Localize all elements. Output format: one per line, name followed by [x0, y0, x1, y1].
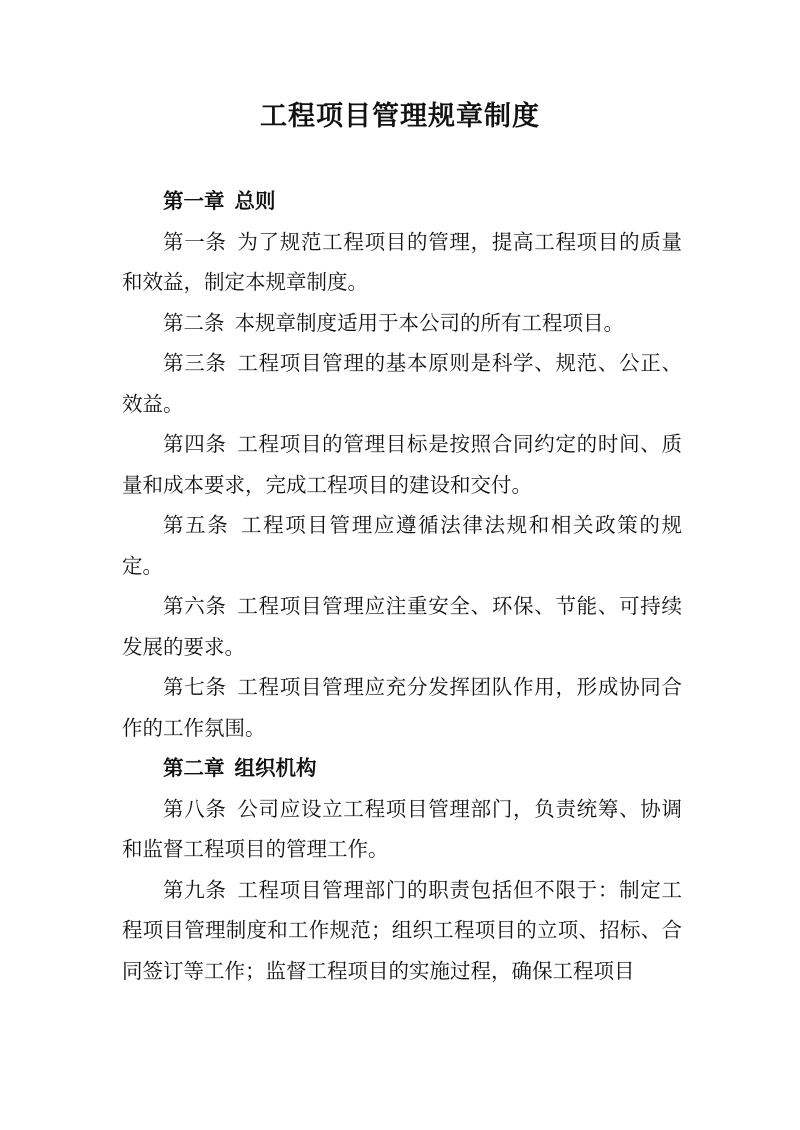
chapter-heading	[122, 181, 682, 222]
document-title: 工程项目管理规章制度	[260, 101, 540, 132]
article-text: 工程项目管理的基本原则是科学、规范、公正、效益。	[122, 351, 682, 416]
article-paragraph	[122, 505, 682, 586]
article-text: 工程项目管理应注重安全、环保、节能、可持续发展的要求。	[122, 594, 682, 659]
article-paragraph	[122, 586, 682, 667]
article-paragraph	[122, 667, 682, 748]
article-paragraph	[122, 222, 682, 303]
article-number: 第八条	[163, 796, 227, 821]
chapter-number: 第二章	[163, 756, 225, 780]
article-text: 工程项目管理应遵循法律法规和相关政策的规定。	[122, 513, 683, 578]
article-paragraph	[122, 343, 682, 424]
article-number: 第二条	[163, 310, 225, 335]
article-paragraph	[122, 424, 682, 505]
article-number: 第三条	[163, 351, 227, 375]
article-number: 第九条	[163, 877, 227, 902]
article-text: 为了规范工程项目的管理，提高工程项目的质量和效益，制定本规章制度。	[122, 229, 682, 294]
article-paragraph	[122, 303, 682, 344]
article-number: 第六条	[163, 594, 227, 618]
article-text: 工程项目管理应充分发挥团队作用，形成协同合作的工作氛围。	[122, 675, 682, 740]
chapter-title: 总则	[234, 189, 276, 213]
article-number: 第一条	[163, 229, 227, 254]
article-text: 公司应设立工程项目管理部门，负责统筹、协调和监督工程项目的管理工作。	[122, 796, 682, 861]
chapter-number: 第一章	[163, 189, 225, 213]
article-paragraph	[122, 789, 682, 870]
chapter-heading	[122, 748, 682, 789]
article-number: 第七条	[163, 675, 227, 699]
article-text: 本规章制度适用于本公司的所有工程项目。	[234, 310, 624, 335]
article-number: 第四条	[163, 432, 227, 456]
article-text: 工程项目管理部门的职责包括但不限于：制定工程项目管理制度和工作规范；组织工程项目的立项、招标、合同签订等工作；监督工程项目的实施过程，确保工程项目	[122, 877, 682, 983]
chapter-title: 组织机构	[234, 756, 317, 780]
article-text: 工程项目的管理目标是按照合同约定的时间、质量和成本要求，完成工程项目的建设和交付。	[122, 432, 682, 497]
article-number: 第五条	[163, 513, 230, 537]
document-body	[122, 181, 682, 991]
article-paragraph	[122, 870, 682, 992]
